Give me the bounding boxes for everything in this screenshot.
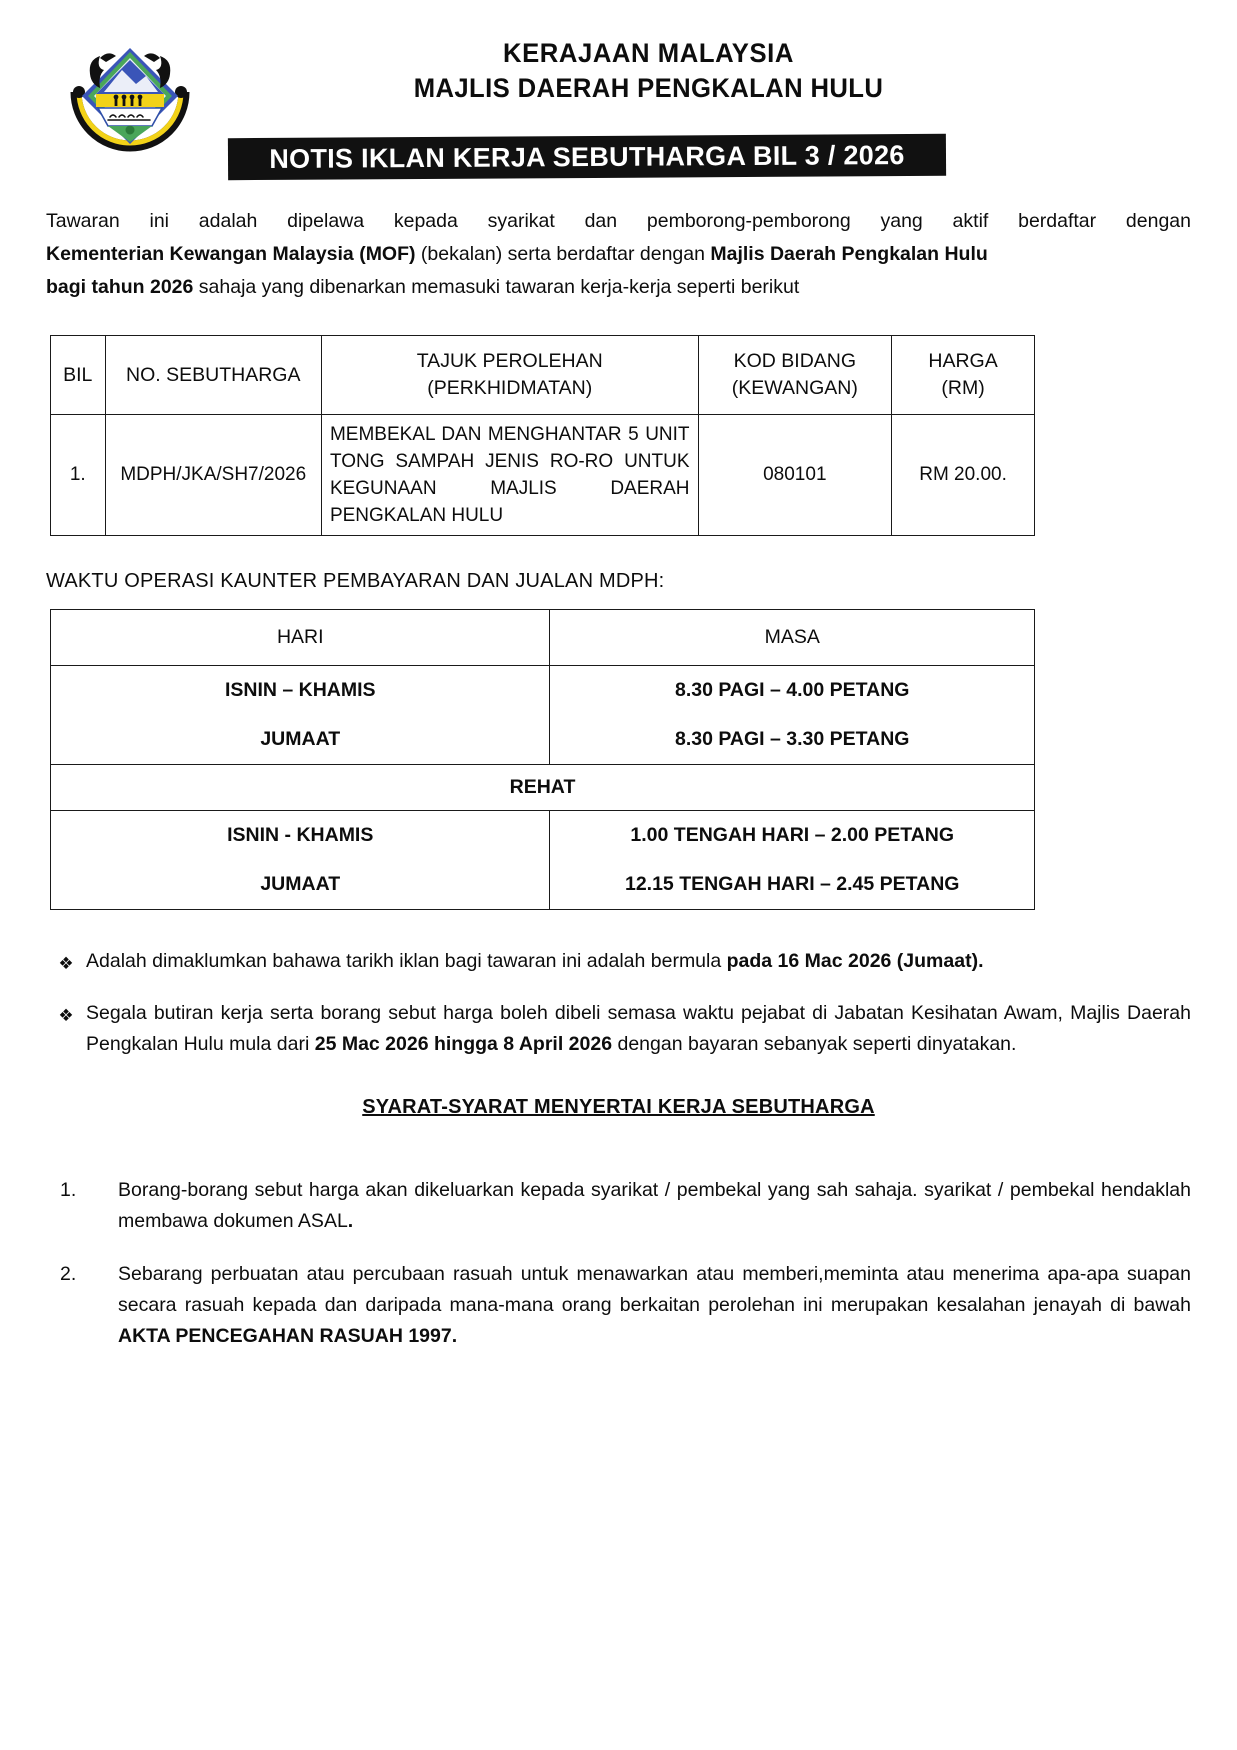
intro-paragraph: [46, 206, 1191, 303]
cell-kod-bidang: 080101: [698, 415, 892, 536]
hours-header-row: [51, 610, 1035, 666]
notice-banner: [228, 134, 946, 180]
terms-list: [46, 1175, 1191, 1352]
work-time-2: 8.30 PAGI – 3.30 PETANG: [675, 728, 910, 750]
table-header-row: [51, 336, 1035, 415]
operating-hours-table: [50, 609, 1035, 910]
intro-line3-rest: sahaja yang dibenarkan memasuki tawaran kerja-kerja seperti berikut: [193, 276, 800, 298]
intro-line-1: Tawaran ini adalah dipelawa kepada syarikat dan pemborong-pemborong yang aktif berdaftar dengan: [46, 210, 1191, 232]
diamond-bullet-icon: ❖: [58, 1006, 74, 1026]
rehat-label-row: [51, 765, 1035, 811]
bullet-2-bold-dates: 25 Mac 2026 hingga 8 April 2026: [314, 1033, 613, 1055]
bullet-1-text: [86, 946, 1191, 977]
work-hours-row: [51, 666, 1035, 765]
bullet-1-bold-date: pada 16 Mac 2026 (Jumaat).: [726, 950, 984, 972]
term-1-part-a: Borang-borang sebut harga akan dikeluarkan kepada syarikat / pembekal yang sah sahaja. syarikat / pembekal hendaklah membawa dokumen ASAL: [118, 1179, 1191, 1232]
notice-banner-wrapper: [0, 136, 1237, 180]
notice-banner-title: NOTIS IKLAN KERJA SEBUTHARGA BIL 3 / 2026: [269, 139, 905, 174]
rehat-label: REHAT: [51, 765, 1035, 811]
term-2-bold-act: AKTA PENCEGAHAN RASUAH 1997.: [118, 1325, 458, 1347]
term-1-text: [118, 1175, 1191, 1237]
bullet-2-part-a: Segala butiran kerja serta borang sebut harga boleh dibeli semasa waktu pejabat di Jabatan Kesihatan Awam, Majlis Daerah Pengkalan Hulu mula dari: [86, 1002, 1191, 1055]
header-harga: [892, 336, 1035, 415]
intro-line-3: [46, 272, 1191, 303]
intro-council-bold: Majlis Daerah Pengkalan Hulu: [710, 243, 988, 265]
table-row: [51, 415, 1035, 536]
rehat-days-cell: [51, 811, 550, 910]
rehat-time-2: 12.15 TENGAH HARI – 2.45 PETANG: [624, 873, 960, 895]
header-tajuk-perolehan: [321, 336, 698, 415]
header-no-sebutharga: NO. SEBUTHARGA: [105, 336, 321, 415]
term-1-number: 1.: [60, 1179, 77, 1201]
list-item: [46, 1175, 1191, 1237]
cell-tajuk-perolehan: MEMBEKAL DAN MENGHANTAR 5 UNIT TONG SAMPAH JENIS RO-RO UNTUK KEGUNAAN MAJLIS DAERAH PENGKALAN HULU: [321, 415, 698, 536]
cell-bil: 1.: [51, 415, 106, 536]
term-1-bold: .: [347, 1210, 354, 1232]
list-item: [46, 998, 1191, 1060]
rehat-day-1: ISNIN - KHAMIS: [227, 824, 374, 846]
council-title: MAJLIS DAERAH PENGKALAN HULU: [413, 72, 884, 103]
rehat-time-1: 1.00 TENGAH HARI – 2.00 PETANG: [630, 824, 955, 846]
list-item: [46, 946, 1191, 980]
work-time-1: 8.30 PAGI – 4.00 PETANG: [675, 679, 910, 701]
intro-line2-mid: (bekalan) serta berdaftar dengan: [415, 243, 711, 265]
header-tajuk-line2: (PERKHIDMATAN): [427, 377, 593, 399]
header-tajuk-line1: TAJUK PEROLEHAN: [416, 350, 603, 372]
header-harga-line2: (RM): [941, 377, 985, 399]
header-kod-bidang: [698, 336, 892, 415]
term-2-part-a: Sebarang perbuatan atau percubaan rasuah untuk menawarkan atau memberi,meminta atau menerima apa-apa suapan secara rasuah kepada dan daripada mana-mana orang berkaitan perolehan ini merupakan kesalahan jenayah di bawah: [118, 1263, 1191, 1316]
government-title: KERAJAAN MALAYSIA: [503, 38, 794, 68]
term-2-number: 2.: [60, 1263, 77, 1285]
bullet-1-part-a: Adalah dimaklumkan bahawa tarikh iklan bagi tawaran ini adalah bermula: [86, 950, 727, 972]
header-bil: BIL: [51, 336, 106, 415]
intro-year-bold: bagi tahun 2026: [46, 276, 194, 298]
procurement-table: [50, 335, 1035, 536]
bullet-2-part-b: dengan bayaran sebanyak seperti dinyatakan.: [612, 1033, 1017, 1055]
rehat-hours-row: [51, 811, 1035, 910]
diamond-bullet-icon: ❖: [58, 954, 74, 974]
operating-hours-label: WAKTU OPERASI KAUNTER PEMBAYARAN DAN JUALAN MDPH:: [46, 570, 665, 592]
work-day-1: ISNIN – KHAMIS: [224, 679, 376, 701]
term-2-text: [118, 1259, 1191, 1352]
cell-no-sebutharga: MDPH/JKA/SH7/2026: [105, 415, 321, 536]
work-days-cell: [51, 666, 550, 765]
bullet-2-text: [86, 998, 1191, 1060]
header-kod-line2: (KEWANGAN): [731, 377, 858, 399]
cell-harga: RM 20.00.: [892, 415, 1035, 536]
rehat-times-cell: [550, 811, 1035, 910]
document-header: [0, 0, 1237, 130]
header-titles: [0, 36, 1237, 105]
header-harga-line1: HARGA: [928, 350, 998, 372]
intro-mof-bold: Kementerian Kewangan Malaysia (MOF): [46, 243, 416, 265]
intro-line-2: [46, 239, 1191, 270]
list-item: [46, 1259, 1191, 1352]
header-masa: MASA: [550, 610, 1035, 666]
notice-bullets: [46, 946, 1191, 1060]
rehat-day-2: JUMAAT: [260, 873, 341, 895]
work-day-2: JUMAAT: [260, 728, 341, 750]
header-kod-line1: KOD BIDANG: [733, 350, 857, 372]
header-hari: HARI: [51, 610, 550, 666]
work-times-cell: [550, 666, 1035, 765]
terms-heading: SYARAT-SYARAT MENYERTAI KERJA SEBUTHARGA: [362, 1096, 875, 1118]
